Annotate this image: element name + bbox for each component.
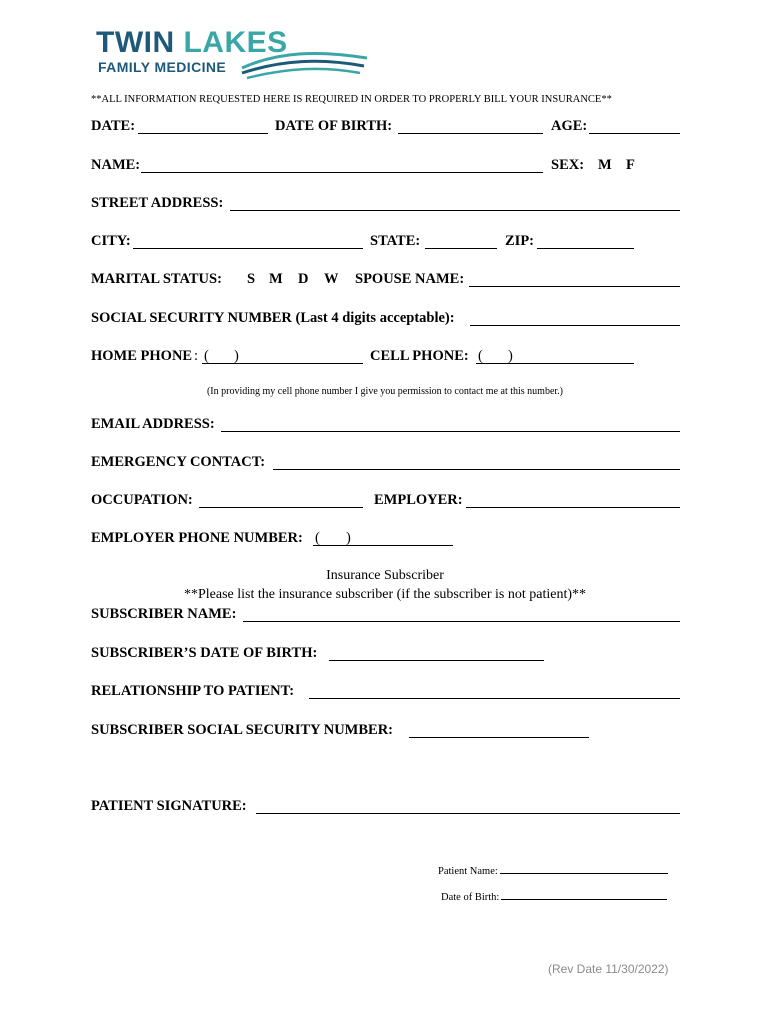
marital-label: MARITAL STATUS:: [91, 271, 222, 287]
home-phone-label: HOME PHONE: [91, 348, 193, 364]
dob-field[interactable]: [398, 133, 543, 134]
home-area-close: ): [234, 348, 239, 364]
employer-area-close: ): [346, 530, 351, 546]
home-area-open: (: [204, 348, 209, 364]
street-label: STREET ADDRESS:: [91, 195, 224, 211]
email-label: EMAIL ADDRESS:: [91, 416, 215, 432]
home-phone-colon: :: [194, 348, 199, 364]
ssn-field[interactable]: [470, 325, 680, 326]
occupation-label: OCCUPATION:: [91, 492, 193, 508]
row-signature: [91, 798, 680, 816]
subscriber-dob-label: SUBSCRIBER’S DATE OF BIRTH:: [91, 645, 318, 661]
insurance-note: **Please list the insurance subscriber (if the subscriber is not patient)**: [183, 587, 586, 602]
relationship-label: RELATIONSHIP TO PATIENT:: [91, 683, 295, 699]
logo-word-lakes: LAKES: [183, 26, 288, 59]
row-employer-phone: [91, 530, 680, 548]
footer-patient-name: [438, 866, 668, 877]
signature-field[interactable]: [256, 813, 680, 814]
revision-date: (Rev Date 11/30/2022): [548, 962, 669, 976]
state-field[interactable]: [425, 248, 497, 249]
zip-label: ZIP:: [505, 233, 534, 249]
subscriber-ssn-label: SUBSCRIBER SOCIAL SECURITY NUMBER:: [91, 722, 394, 738]
row-city: [91, 233, 680, 251]
employer-label: EMPLOYER:: [374, 492, 463, 508]
row-phone: [91, 348, 680, 366]
sex-option-f[interactable]: F: [626, 157, 635, 173]
cell-permission-note: (In providing my cell phone number I give you permission to contact me at this number.): [206, 386, 564, 397]
marital-option-d[interactable]: D: [298, 271, 309, 287]
row-relationship: [91, 683, 680, 701]
row-subscriber-dob: [91, 645, 680, 663]
row-name: [91, 157, 680, 175]
marital-option-w[interactable]: W: [324, 271, 339, 287]
logo-subtitle: FAMILY MEDICINE: [98, 59, 227, 75]
zip-field[interactable]: [537, 248, 634, 249]
marital-option-s[interactable]: S: [247, 271, 256, 287]
name-label: NAME:: [91, 157, 141, 173]
relationship-field[interactable]: [309, 698, 680, 699]
street-field[interactable]: [230, 210, 680, 211]
dob-label: DATE OF BIRTH:: [275, 118, 393, 134]
age-field[interactable]: [589, 133, 680, 134]
spouse-field[interactable]: [469, 286, 680, 287]
emergency-field[interactable]: [273, 469, 680, 470]
row-marital: [91, 271, 680, 289]
row-date: [91, 118, 680, 136]
row-ssn: [91, 310, 680, 328]
employer-field[interactable]: [466, 507, 680, 508]
ssn-label: SOCIAL SECURITY NUMBER (Last 4 digits acceptable):: [91, 310, 455, 326]
emergency-label: EMERGENCY CONTACT:: [91, 454, 266, 470]
row-emergency: [91, 454, 680, 472]
logo-word-twin: TWIN: [96, 26, 175, 59]
subscriber-ssn-field[interactable]: [409, 737, 589, 738]
cell-area-close: ): [508, 348, 513, 364]
age-label: AGE:: [551, 118, 588, 134]
city-label: CITY:: [91, 233, 131, 249]
row-occupation: [91, 492, 680, 510]
occupation-field[interactable]: [199, 507, 363, 508]
row-email: [91, 416, 680, 434]
subscriber-name-field[interactable]: [243, 621, 680, 622]
logo-title: [96, 28, 288, 58]
employer-area-open: (: [315, 530, 320, 546]
cell-phone-label: CELL PHONE:: [370, 348, 469, 364]
employer-phone-label: EMPLOYER PHONE NUMBER:: [91, 530, 303, 546]
sex-option-m[interactable]: M: [598, 157, 612, 173]
state-label: STATE:: [370, 233, 421, 249]
spouse-label: SPOUSE NAME:: [355, 271, 465, 287]
sex-label: SEX:: [551, 157, 585, 173]
footer-dob: [441, 892, 667, 903]
subscriber-name-label: SUBSCRIBER NAME:: [91, 606, 237, 622]
footer-dob-label: Date of Birth:: [441, 892, 500, 903]
employer-phone-field[interactable]: [313, 545, 453, 546]
row-subscriber-ssn: [91, 722, 680, 740]
subscriber-dob-field[interactable]: [329, 660, 544, 661]
cell-phone-field[interactable]: [476, 363, 634, 364]
footer-dob-field[interactable]: [501, 899, 667, 900]
row-subscriber-name: [91, 606, 680, 624]
footer-patient-name-label: Patient Name:: [438, 866, 498, 877]
home-phone-field[interactable]: [202, 363, 363, 364]
city-field[interactable]: [133, 248, 363, 249]
row-street: [91, 195, 680, 213]
name-field[interactable]: [141, 172, 543, 173]
marital-option-m[interactable]: M: [269, 271, 283, 287]
cell-area-open: (: [478, 348, 483, 364]
insurance-heading: Insurance Subscriber: [326, 568, 444, 583]
date-label: DATE:: [91, 118, 136, 134]
email-field[interactable]: [221, 431, 680, 432]
clinic-logo: [92, 28, 372, 84]
footer-patient-name-field[interactable]: [500, 873, 668, 874]
signature-label: PATIENT SIGNATURE:: [91, 798, 247, 814]
insurance-notice: **ALL INFORMATION REQUESTED HERE IS REQUIRED IN ORDER TO PROPERLY BILL YOUR INSURANCE**: [91, 94, 612, 105]
date-field[interactable]: [138, 133, 268, 134]
